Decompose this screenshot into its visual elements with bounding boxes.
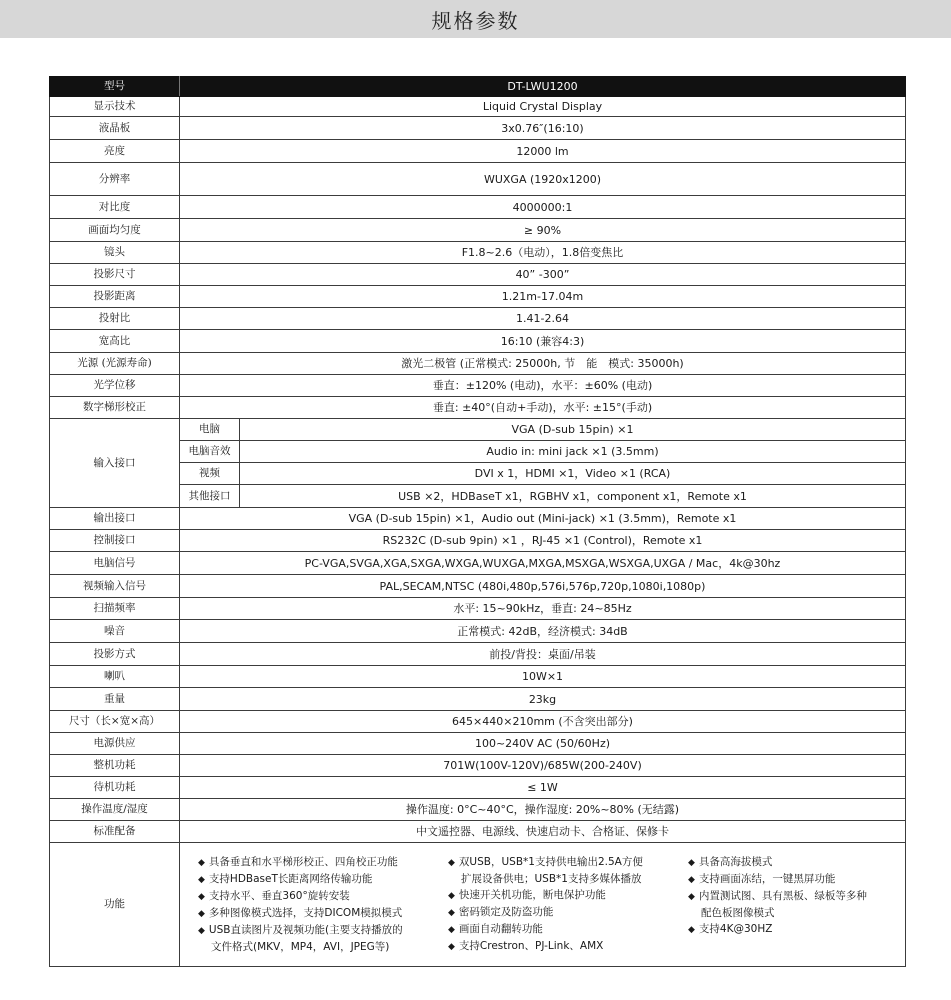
- bullet-diamond-icon: ◆: [448, 925, 455, 935]
- spec-label: 整机功耗: [50, 755, 180, 777]
- spec-label: 投影距离: [50, 286, 180, 308]
- feature-item: [198, 871, 448, 888]
- feature-text: 文件格式(MKV，MP4，AVI，JPEG等): [211, 941, 390, 953]
- spec-header-row: [50, 77, 906, 97]
- spec-value: RS232C (D-sub 9pin) ×1 ，RJ-45 ×1 (Control)，Remote x1: [180, 530, 906, 552]
- spec-value: PAL,SECAM,NTSC (480i,480p,576i,576p,720p,1080i,1080p): [180, 575, 906, 598]
- spec-row: [50, 733, 906, 755]
- bullet-diamond-icon: ◆: [688, 925, 695, 935]
- input-value: DVI x 1，HDMI ×1，Video ×1 (RCA): [240, 463, 906, 485]
- spec-row: [50, 286, 906, 308]
- feature-text: 配色板图像模式: [701, 907, 775, 919]
- feature-item: [198, 922, 448, 939]
- spec-value: WUXGA (1920x1200): [180, 163, 906, 196]
- spec-label: 宽高比: [50, 330, 180, 353]
- spec-row: [50, 530, 906, 552]
- spec-label: 画面均匀度: [50, 219, 180, 242]
- spec-label: 重量: [50, 688, 180, 711]
- spec-value: 水平: 15~90kHz，垂直: 24~85Hz: [180, 598, 906, 620]
- spec-label: 扫描频率: [50, 598, 180, 620]
- spec-row: [50, 264, 906, 286]
- spec-label: 电源供应: [50, 733, 180, 755]
- spec-row: [50, 821, 906, 843]
- spec-value: 中文遥控器、电源线、快速启动卡、合格证、保修卡: [180, 821, 906, 843]
- spec-row: [50, 353, 906, 375]
- spec-row: [50, 620, 906, 643]
- feature-text: 支持HDBaseT长距离网络传输功能: [208, 873, 373, 885]
- input-sub-label: 视频: [180, 463, 240, 485]
- spec-value: 垂直：±120% (电动)，水平：±60% (电动): [180, 375, 906, 397]
- spec-value: ≤ 1W: [180, 777, 906, 799]
- spec-value: F1.8~2.6（电动），1.8倍变焦比: [180, 242, 906, 264]
- spec-value: 701W(100V-120V)/685W(200-240V): [180, 755, 906, 777]
- spec-row: [50, 799, 906, 821]
- spec-value: 40” -300”: [180, 264, 906, 286]
- feature-text: 画面自动翻转功能: [458, 923, 543, 935]
- feature-text: 多种图像模式选择，支持DICOM模拟模式: [208, 907, 403, 919]
- spec-label: 亮度: [50, 140, 180, 163]
- spec-label: 投影方式: [50, 643, 180, 666]
- spec-label: 分辨率: [50, 163, 180, 196]
- spec-row: [50, 711, 906, 733]
- features-cell: [180, 843, 906, 967]
- feature-text: 密码锁定及防盗功能: [458, 906, 554, 918]
- feature-item: [198, 939, 448, 955]
- bullet-diamond-icon: ◆: [448, 908, 455, 918]
- bullet-diamond-icon: ◆: [198, 909, 205, 919]
- feature-text: USB直读图片及视频功能(主要支持播放的: [208, 924, 403, 936]
- input-value: VGA (D-sub 15pin) ×1: [240, 419, 906, 441]
- spec-label: 操作温度/湿度: [50, 799, 180, 821]
- bullet-diamond-icon: ◆: [688, 892, 695, 902]
- spec-value: Liquid Crystal Display: [180, 97, 906, 117]
- spec-row: [50, 688, 906, 711]
- spec-label: 数字梯形校正: [50, 397, 180, 419]
- spec-label: 型号: [50, 77, 180, 97]
- spec-value: 645×440×210mm (不含突出部分): [180, 711, 906, 733]
- spec-value: 3x0.76″(16:10): [180, 117, 906, 140]
- feature-item: [688, 871, 888, 888]
- spec-value: PC-VGA,SVGA,XGA,SXGA,WXGA,WUXGA,MXGA,MSXGA,WSXGA,UXGA / Mac，4k@30hz: [180, 552, 906, 575]
- bullet-diamond-icon: ◆: [448, 942, 455, 952]
- input-group-label: 输入接口: [50, 419, 180, 508]
- spec-value: 4000000:1: [180, 196, 906, 219]
- spec-value: 操作温度: 0°C~40°C，操作湿度: 20%~80% (无结露): [180, 799, 906, 821]
- feature-item: [688, 905, 888, 921]
- spec-value: ≥ 90%: [180, 219, 906, 242]
- spec-value: 正常模式: 42dB，经济模式: 34dB: [180, 620, 906, 643]
- spec-value: 16:10 (兼容4:3): [180, 330, 906, 353]
- spec-label: 光学位移: [50, 375, 180, 397]
- page-title: 规格参数: [431, 8, 520, 33]
- spec-label: 镜头: [50, 242, 180, 264]
- spec-label: 控制接口: [50, 530, 180, 552]
- features-row: [50, 843, 906, 967]
- feature-item: [688, 921, 888, 938]
- spec-label: 液晶板: [50, 117, 180, 140]
- feature-text: 支持画面冻结，一键黑屏功能: [698, 873, 836, 885]
- spec-value: 垂直: ±40°(自动+手动)，水平: ±15°(手动): [180, 397, 906, 419]
- spec-label: 对比度: [50, 196, 180, 219]
- spec-row: [50, 117, 906, 140]
- spec-row: [50, 242, 906, 264]
- spec-row: [50, 219, 906, 242]
- feature-item: [448, 938, 688, 955]
- spec-value: 12000 lm: [180, 140, 906, 163]
- feature-item: [198, 854, 448, 871]
- feature-item: [448, 854, 688, 871]
- spec-row: [50, 375, 906, 397]
- spec-label: 尺寸（长×宽×高）: [50, 711, 180, 733]
- features-column: [198, 854, 448, 955]
- spec-label: 投射比: [50, 308, 180, 330]
- spec-row: [50, 196, 906, 219]
- spec-value: 1.21m-17.04m: [180, 286, 906, 308]
- input-value: USB ×2，HDBaseT x1，RGBHV x1，component x1，Remote x1: [240, 485, 906, 508]
- spec-label: 显示技术: [50, 97, 180, 117]
- feature-item: [198, 905, 448, 922]
- spec-table: [49, 76, 906, 967]
- features-list: [184, 848, 901, 961]
- spec-value: 10W×1: [180, 666, 906, 688]
- spec-label: 输出接口: [50, 508, 180, 530]
- feature-text: 支持Crestron、PJ-Link、AMX: [458, 940, 604, 952]
- input-row: [50, 419, 906, 441]
- spec-row: [50, 643, 906, 666]
- bullet-diamond-icon: ◆: [198, 892, 205, 902]
- spec-value: 23kg: [180, 688, 906, 711]
- input-sub-label: 电脑: [180, 419, 240, 441]
- bullet-diamond-icon: ◆: [688, 875, 695, 885]
- spec-row: [50, 397, 906, 419]
- spec-label: 光源 (光源寿命): [50, 353, 180, 375]
- spec-label: 标准配备: [50, 821, 180, 843]
- feature-item: [448, 871, 688, 887]
- spec-row: [50, 308, 906, 330]
- spec-row: [50, 598, 906, 620]
- feature-text: 扩展设备供电；USB*1支持多媒体播放: [461, 873, 642, 885]
- input-sub-label: 电脑音效: [180, 441, 240, 463]
- input-value: Audio in: mini jack ×1 (3.5mm): [240, 441, 906, 463]
- bullet-diamond-icon: ◆: [198, 875, 205, 885]
- spec-label: 视频输入信号: [50, 575, 180, 598]
- features-column: [448, 854, 688, 955]
- spec-row: [50, 777, 906, 799]
- spec-value: VGA (D-sub 15pin) ×1，Audio out (Mini-jack) ×1 (3.5mm)，Remote x1: [180, 508, 906, 530]
- feature-text: 支持4K@30HZ: [698, 923, 773, 935]
- feature-item: [198, 888, 448, 905]
- spec-value: DT-LWU1200: [180, 77, 906, 97]
- spec-row: [50, 552, 906, 575]
- spec-label: 电脑信号: [50, 552, 180, 575]
- bullet-diamond-icon: ◆: [448, 858, 455, 868]
- feature-text: 具备垂直和水平梯形校正、四角校正功能: [208, 856, 398, 868]
- feature-text: 内置测试图、具有黑板、绿板等多种: [698, 890, 867, 902]
- spec-row: [50, 330, 906, 353]
- feature-text: 双USB，USB*1支持供电输出2.5A方便: [458, 856, 643, 868]
- spec-row: [50, 140, 906, 163]
- feature-item: [688, 854, 888, 871]
- spec-row: [50, 508, 906, 530]
- spec-row: [50, 666, 906, 688]
- page-title-bar: [0, 0, 951, 38]
- feature-item: [688, 888, 888, 905]
- spec-row: [50, 163, 906, 196]
- feature-item: [448, 887, 688, 904]
- features-label: 功能: [50, 843, 180, 967]
- bullet-diamond-icon: ◆: [688, 858, 695, 868]
- spec-value: 激光二极管 (正常模式: 25000h, 节 能 模式: 35000h): [180, 353, 906, 375]
- spec-label: 噪音: [50, 620, 180, 643]
- feature-item: [448, 921, 688, 938]
- spec-value: 前投/背投：桌面/吊装: [180, 643, 906, 666]
- spec-row: [50, 97, 906, 117]
- spec-row: [50, 575, 906, 598]
- spec-value: 100~240V AC (50/60Hz): [180, 733, 906, 755]
- feature-text: 具备高海拔模式: [698, 856, 773, 868]
- feature-item: [448, 904, 688, 921]
- features-column: [688, 854, 888, 955]
- input-sub-label: 其他接口: [180, 485, 240, 508]
- spec-row: [50, 755, 906, 777]
- spec-label: 待机功耗: [50, 777, 180, 799]
- bullet-diamond-icon: ◆: [198, 926, 205, 936]
- feature-text: 快速开关机功能，断电保护功能: [458, 889, 606, 901]
- bullet-diamond-icon: ◆: [198, 858, 205, 868]
- bullet-diamond-icon: ◆: [448, 891, 455, 901]
- spec-label: 喇叭: [50, 666, 180, 688]
- spec-label: 投影尺寸: [50, 264, 180, 286]
- spec-value: 1.41-2.64: [180, 308, 906, 330]
- feature-text: 支持水平、垂直360°旋转安装: [208, 890, 350, 902]
